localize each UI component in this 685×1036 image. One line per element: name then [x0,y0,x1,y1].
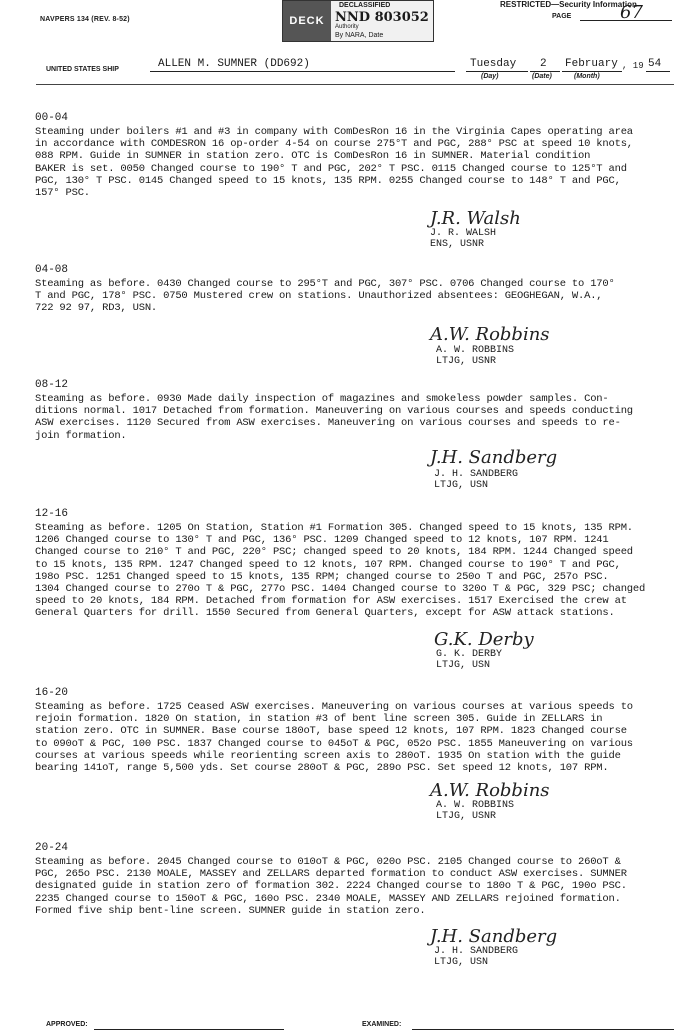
watch-entry [35,508,675,620]
watch-signature [434,629,534,671]
watch-signature [430,926,558,968]
signature-scrawl: A.W. Robbins [430,780,550,801]
month-underline [562,71,622,72]
signer-name: G. K. DERBY [436,649,503,660]
signer-rank: LTJG, USN [434,957,489,968]
watch-signature [430,780,550,822]
ship-label: UNITED STATES SHIP [46,66,119,73]
examined-line [412,1029,674,1030]
page-underline [580,20,672,21]
signer-rank: LTJG, USNR [436,811,497,822]
signer-rank: ENS, USNR [430,239,485,250]
watch-entry [35,842,675,917]
signer-name: J. H. SANDBERG [434,946,519,957]
ship-name: ALLEN M. SUMNER (DD692) [158,58,310,70]
day-value: Tuesday [470,58,517,70]
classification-label: RESTRICTED—Security Information [500,0,637,9]
signer-name: J. R. WALSH [430,228,497,239]
watch-time: 20-24 [35,842,69,854]
form-code: NAVPERS 134 (REV. 8-52) [40,16,130,23]
watch-time: 04-08 [35,264,69,276]
date-caption: (Date) [532,73,552,80]
watch-entry [35,264,675,315]
date-value: 2 [540,58,547,70]
watch-time: 12-16 [35,508,69,520]
watch-entry [35,687,675,774]
signer-rank: LTJG, USNR [436,356,497,367]
year-value: 54 [648,58,662,70]
signer-name: A. W. ROBBINS [436,345,515,356]
year-underline [646,71,670,72]
header-rule [36,84,674,85]
watch-body: Steaming as before. 1205 On Station, Station #1 Formation 305. Changed speed to 15 knots, 135 RPM. 1206 Changed course to 130° T and PGC, 136° PSC. 1209 Changed speed to 12 knots, 107 RPM. 1241 Changed course to 210° T and PGC, 220° PSC; changed speed to 20 knots, 184 RPM. 1244 Changed speed to 15 knots, 135 RPM. 1247 Changed speed to 12 knots, 107 RPM. Changed course to 190° T and PGC, 198o PSC. 1251 Changed speed to 15 knots, 135 RPM; changed course to 250o T and PGC, 257o PSC. 1304 Changed course to 270o T & PGC, 277o PSC. 1404 Changed course to 320o T & PGC, 329 PSC; changed speed to 20 knots, 184 RPM. Detached from formation for ASW exercises. 1517 Exercised the crew at General Quarters for drill. 1550 Secured from General Quarters, except for ASW attack stations. [35,522,646,620]
page-number: 67 [620,2,643,23]
date-underline [530,71,560,72]
watch-body: Steaming under boilers #1 and #3 in company with ComDesRon 16 in the Virginia Capes operating area in accordance with COMDESRON 16 op-order 4-54 on course 275°T and PGC, 288° PSC at speed 10 knots, 088 RPM. Guide in SUMNER in station zero. OTC is ComDesRon 16 in SUMNER. Material condition BAKER is set. 0050 Changed course to 190° T and PGC, 202° T PSC. 0115 Changed course to 125°T and PGC, 130° T PSC. 0145 Changed speed to 15 knots, 135 RPM. 0255 Changed course to 148° T and PGC, 157° PSC. [35,126,633,200]
day-caption: (Day) [481,73,499,80]
signature-scrawl: J.R. Walsh [430,208,521,229]
declassified-text: DECLASSIFIED [339,2,391,9]
signer-name: J. H. SANDBERG [434,469,519,480]
year-prefix: , 19 [622,61,644,71]
watch-entry [35,379,675,442]
month-caption: (Month) [574,73,600,80]
watch-signature [430,447,558,491]
examined-label: EXAMINED: [362,1021,402,1028]
watch-signature [430,324,550,367]
signature-scrawl: G.K. Derby [434,629,534,650]
watch-body: Steaming as before. 1725 Ceased ASW exercises. Maneuvering on various courses at various speeds to rejoin formation. 1820 On station, in station #3 of bent line screen 305. Guide in ZELLARS in station zero. OTC in SUMNER. Base course 180oT, base speed 12 knots, 107 RPM. 1823 Changed course to 090oT & PGC, 100 PSC. 1837 Changed course to 045oT & PGC, 052o PSC. 1855 Maneuvering on various courses at various speeds while reorienting screen axis to 280oT. 1935 On station with the guide bearing 141oT, range 5,500 yds. Set course 280oT & PGC, 289o PSC. Set speed 12 knots, 107 RPM. [35,701,633,775]
watch-body: Steaming as before. 2045 Changed course to 010oT & PGC, 020o PSC. 2105 Changed course to 260oT & PGC, 265o PSC. 2130 MOALE, MASSEY and ZELLARS departed formation to conduct ASW exercises. SUMNER designated guide in station zero of formation 302. 2224 Changed course to 180o T & PGC, 190o PSC. 2235 Changed course to 150oT & PGC, 160o PSC. 2340 MOALE, MASSEY AND ZELLARS rejoined formation. Formed five ship bent-line screen. SUMNER guide in station zero. [35,856,627,917]
signature-scrawl: A.W. Robbins [430,324,550,345]
watch-time: 08-12 [35,379,69,391]
signer-name: A. W. ROBBINS [436,800,515,811]
watch-entry [35,112,675,199]
watch-time: 00-04 [35,112,69,124]
page-label: PAGE [552,13,572,20]
deck-label: DECK [283,1,331,41]
ship-underline [150,71,455,72]
signer-rank: LTJG, USN [436,660,491,671]
watch-time: 16-20 [35,687,69,699]
month-value: February [565,58,618,70]
approved-line [94,1029,284,1030]
authority-text: Authority [335,24,359,30]
watch-body: Steaming as before. 0430 Changed course to 295°T and PGC, 307° PSC. 0706 Changed course to 170° T and PGC, 178° PSC. 0750 Mustered crew on stations. Unauthorized absentees: GEOGHEGAN, W.A., 722 92 97, RD3, USN. [35,278,615,315]
declassification-stamp [282,0,434,42]
signature-scrawl: J.H. Sandberg [430,447,558,468]
nara-date-text: By NARA, Date [335,32,384,39]
signer-rank: LTJG, USN [434,480,489,491]
approved-label: APPROVED: [46,1021,88,1028]
nnd-number: NND 803052 [335,10,429,25]
watch-body: Steaming as before. 0930 Made daily inspection of magazines and smokeless powder samples. Con- ditions normal. 1017 Detached from formation. Maneuvering on various courses and speeds conducting ASW exercises. 1120 Secured from ASW exercises. Maneuvering on various courses and speeds to re- join formation. [35,393,633,442]
watch-signature [430,208,521,250]
day-underline [466,71,528,72]
signature-scrawl: J.H. Sandberg [430,926,558,947]
